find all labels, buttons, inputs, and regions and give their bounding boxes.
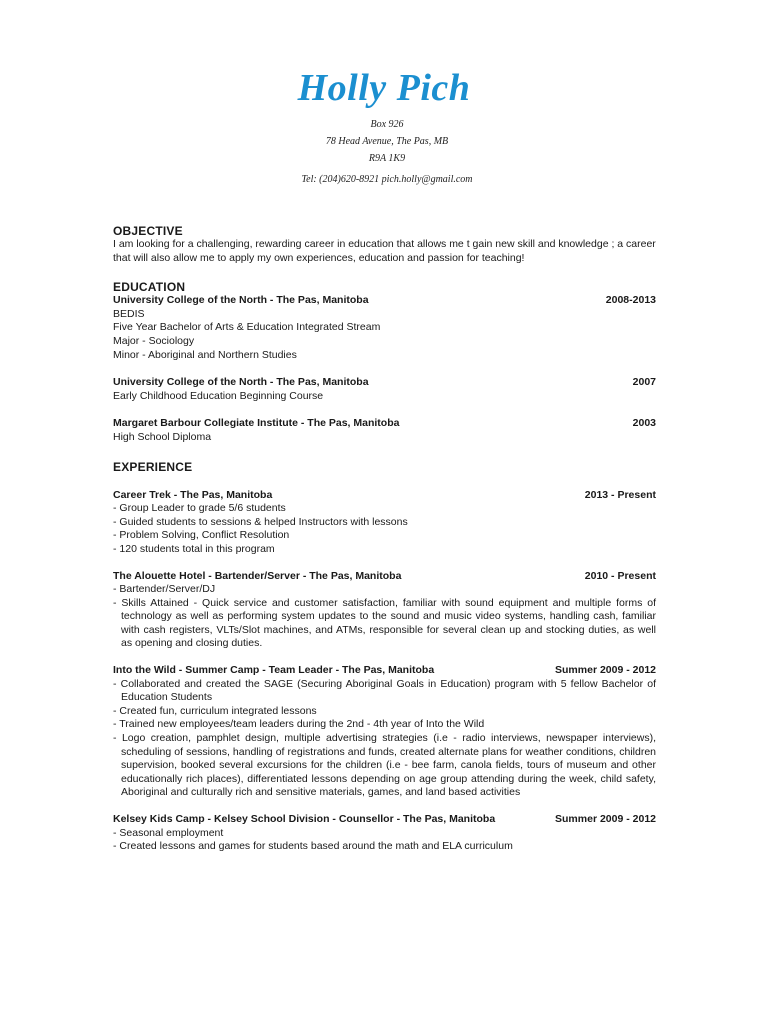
experience-entry (113, 664, 656, 800)
entry-date: 2007 (632, 376, 656, 389)
contact-address: 78 Head Avenue, The Pas, MB (325, 136, 449, 147)
entry-title: Career Trek - The Pas, Manitoba (113, 488, 273, 501)
experience-entry (113, 570, 656, 652)
bullet-item: - Skills Attained - Quick service and customer satisfaction, familiar with sound equipment and multiple forms of technology as well as performing system updates to the sound and music video systems, handling cash, familiar with cash registers, VLTs/Slot machines, and ATMs, responsible for several clean up and stocking duties, as well as opening and closing duties. (113, 596, 656, 650)
education-section (113, 280, 656, 444)
bullet-item: - Group Leader to grade 5/6 students (113, 502, 286, 515)
bullet-item: - Guided students to sessions & helped Instructors with lessons (113, 515, 408, 528)
entry-line: BEDIS (113, 307, 145, 320)
entry-date: 2003 (632, 417, 656, 430)
entry-line: Five Year Bachelor of Arts & Education Integrated Stream (113, 321, 381, 334)
resume-header (0, 60, 768, 188)
section-title-experience: EXPERIENCE (113, 459, 193, 474)
education-entry (113, 376, 656, 403)
entry-title: Kelsey Kids Camp - Kelsey School Division - Counsellor - The Pas, Manitoba (113, 813, 496, 825)
bullet-item: - Problem Solving, Conflict Resolution (113, 529, 290, 542)
entry-title: The Alouette Hotel - Bartender/Server - The Pas, Manitoba (113, 569, 402, 582)
entry-line: High School Diploma (113, 430, 212, 443)
education-entry (113, 417, 656, 444)
entry-date: 2010 - Present (584, 569, 656, 582)
bullet-item: - Trained new employees/team leaders during the 2nd - 4th year of Into the Wild (113, 718, 485, 731)
entry-date: Summer 2009 - 2012 (555, 664, 656, 677)
applicant-name: Holly Pich (297, 67, 471, 109)
experience-section (113, 460, 656, 854)
objective-section (113, 224, 656, 265)
resume-body (113, 224, 656, 854)
experience-entry (113, 489, 656, 557)
section-title-objective: OBJECTIVE (113, 224, 183, 238)
entry-date: 2013 - Present (584, 488, 656, 501)
entry-line: Early Childhood Education Beginning Course (113, 389, 324, 402)
entry-title: Into the Wild - Summer Camp - Team Leader - The Pas, Manitoba (113, 664, 435, 677)
entry-date: Summer 2009 - 2012 (555, 813, 656, 825)
section-title-education: EDUCATION (113, 280, 186, 295)
entry-school: Margaret Barbour Collegiate Institute - The Pas, Manitoba (113, 417, 400, 430)
bullet-item: - Bartender/Server/DJ (113, 583, 216, 596)
bullet-item: - Created fun, curriculum integrated lessons (113, 704, 317, 717)
contact-phone-email: Tel: (204)620-8921 pich.holly@gmail.com (301, 174, 473, 185)
bullet-item: - Collaborated and created the SAGE (Securing Aboriginal Goals in Education) program with 5 fellow Bachelor of Education Students (113, 677, 656, 704)
bullet-item: - 120 students total in this program (113, 542, 275, 555)
entry-date: 2008-2013 (605, 294, 656, 307)
contact-block (6, 116, 768, 188)
entry-line: Minor - Aboriginal and Northern Studies (113, 348, 297, 361)
entry-school: University College of the North - The Pas, Manitoba (113, 294, 369, 307)
entry-line: Major - Sociology (113, 334, 195, 347)
entry-school: University College of the North - The Pas, Manitoba (113, 376, 369, 389)
contact-postal: R9A 1K9 (368, 153, 406, 164)
bullet-item: - Created lessons and games for students based around the math and ELA curriculum (113, 840, 513, 853)
bullet-item: - Logo creation, pamphlet design, multiple advertising strategies (i.e - radio interviews, newspaper interviews), scheduling of sessions, handling of registrations and funds, created alternate plans for weather conditions, children supervision, booked several excursions for the children (i.e - bee farm, canola fields, tours of museum and other educationally rich places), differentiated lessons depending on age group attending during the week, child safety, Aboriginal and culturally rich and sensitive materials, games, and land based activities (113, 732, 656, 799)
bullet-item: - Seasonal employment (113, 826, 224, 839)
contact-box: Box 926 (370, 119, 404, 130)
experience-entry (113, 813, 656, 854)
objective-text: I am looking for a challenging, rewarding career in education that allows me t gain new skill and knowledge ; a career that will also allow me to apply my own experiences, education and passion for teaching! (113, 238, 656, 264)
education-entry (113, 294, 656, 362)
